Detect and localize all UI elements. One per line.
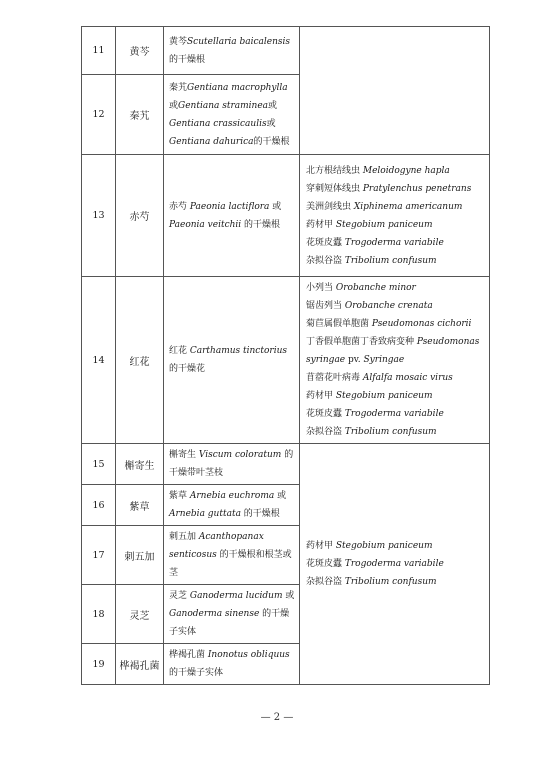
- text-run: 丁香假单胞菌丁香致病变种: [306, 337, 417, 347]
- latin-name: Orobanche minor: [335, 283, 416, 293]
- text-run: 或: [282, 591, 295, 601]
- pest-entry: [306, 162, 485, 180]
- pest-entry: [306, 180, 485, 198]
- pest-entry: [306, 573, 485, 591]
- text-run: 的干燥根: [253, 136, 290, 147]
- latin-name: Stegobium paniceum: [335, 391, 433, 401]
- page-number: — 2 —: [260, 712, 294, 723]
- herb-source-text: [164, 644, 299, 684]
- pest-entry: [306, 234, 485, 252]
- latin-name: Ganoderma lucidum: [189, 591, 283, 601]
- row-number: 16: [82, 485, 116, 526]
- text-run: 红花: [169, 346, 190, 356]
- pest-list-content: [300, 89, 489, 93]
- pest-list-content: [300, 277, 489, 443]
- table-row: [82, 155, 490, 277]
- latin-name: Paeonia lactiflora: [189, 201, 270, 212]
- text-run: 或: [266, 118, 276, 129]
- latin-name: Gentiana macrophylla: [187, 82, 288, 93]
- herb-name: 刺五加: [116, 526, 164, 585]
- latin-name: Trogoderma variabile: [344, 559, 444, 569]
- latin-name: Stegobium paniceum: [335, 219, 433, 230]
- herb-name: 桦褐孔菌: [116, 644, 164, 685]
- text-run: 刺五加: [169, 532, 199, 542]
- herb-source: [164, 277, 300, 444]
- text-run: 黄芩: [169, 36, 188, 47]
- herb-source-text: [164, 444, 299, 484]
- herb-name: 赤芍: [116, 155, 164, 277]
- pest-list-content: [300, 535, 489, 593]
- latin-name: Meloidogyne hapla: [362, 165, 450, 176]
- text-run: 的干燥花: [169, 364, 206, 374]
- latin-name: Trogoderma variabile: [344, 409, 444, 419]
- text-run: 花斑皮蠹: [306, 409, 345, 419]
- text-run: 或: [169, 100, 179, 111]
- latin-name: Pseudomonas cichorii: [371, 319, 472, 329]
- pest-list: [300, 155, 490, 277]
- latin-name: Tribolium confusum: [344, 255, 437, 266]
- row-number: 17: [82, 526, 116, 585]
- herb-source-text: [164, 196, 299, 236]
- pest-list-content: [300, 160, 489, 272]
- herb-source: [164, 644, 300, 685]
- text-run: 药材甲: [306, 219, 336, 230]
- herb-source: [164, 485, 300, 526]
- text-run: 或: [274, 491, 287, 501]
- herb-source: [164, 585, 300, 644]
- latin-name: Xiphinema americanum: [353, 201, 463, 212]
- latin-name: Paeonia veitchii: [169, 219, 242, 230]
- herb-name: 槲寄生: [116, 444, 164, 485]
- herb-source: [164, 155, 300, 277]
- row-number: 15: [82, 444, 116, 485]
- table-row: [82, 444, 490, 485]
- text-run: 锯齿列当: [306, 301, 345, 311]
- pest-entry: [306, 279, 485, 297]
- herb-source-text: [164, 526, 299, 584]
- pest-entry: [306, 315, 485, 333]
- text-run: 苜蓿花叶病毒: [306, 373, 363, 383]
- latin-name: Tribolium confusum: [344, 427, 437, 437]
- herb-name: 紫草: [116, 485, 164, 526]
- pest-entry: [306, 333, 485, 369]
- herb-source-text: [164, 77, 299, 153]
- latin-name: Alfalfa mosaic virus: [362, 373, 453, 383]
- text-run: 的干燥子实体: [169, 668, 224, 678]
- latin-name: Gentiana crassicaulis: [169, 118, 267, 129]
- pest-entry: [306, 369, 485, 387]
- latin-name: Pratylenchus penetrans: [362, 183, 472, 194]
- pest-list: [300, 444, 490, 685]
- pest-entry: [306, 198, 485, 216]
- latin-name: Orobanche crenata: [344, 301, 433, 311]
- herb-source-text: [164, 585, 299, 643]
- table-row: [82, 277, 490, 444]
- text-run: 花斑皮蠹: [306, 559, 345, 569]
- text-run: 的干燥根: [241, 219, 281, 230]
- pest-list: [300, 27, 490, 155]
- latin-name: Arnebia guttata: [169, 509, 241, 519]
- text-run: 灵芝: [169, 591, 190, 601]
- pest-entry: [306, 297, 485, 315]
- text-run: 药材甲: [306, 391, 336, 401]
- text-run: 桦褐孔菌: [169, 650, 208, 660]
- pest-table: [81, 26, 490, 685]
- pest-entry: [306, 555, 485, 573]
- herb-source: [164, 526, 300, 585]
- pest-entry: [306, 405, 485, 423]
- herb-name: 黄芩: [116, 27, 164, 75]
- pest-entry: [306, 252, 485, 270]
- latin-name: Gentiana dahurica: [169, 136, 254, 147]
- row-number: 12: [82, 75, 116, 155]
- text-run: 的干燥根: [169, 54, 206, 65]
- herb-source-text: [164, 31, 299, 71]
- latin-name: Arnebia euchroma: [189, 491, 275, 501]
- herb-source-text: [164, 340, 299, 380]
- text-run: 穿刺短体线虫: [306, 183, 363, 194]
- row-number: 11: [82, 27, 116, 75]
- row-number: 14: [82, 277, 116, 444]
- latin-name: Carthamus tinctorius: [189, 346, 287, 356]
- text-run: 小列当: [306, 283, 336, 293]
- text-run: 杂拟谷盗: [306, 577, 345, 587]
- text-run: 或: [268, 100, 278, 111]
- latin-name: Gentiana straminea: [178, 100, 269, 111]
- herb-source: [164, 444, 300, 485]
- latin-name: Stegobium paniceum: [335, 541, 433, 551]
- pest-list: [300, 277, 490, 444]
- latin-name: Inonotus obliquus: [207, 650, 290, 660]
- herb-source-text: [164, 485, 299, 525]
- latin-name: Acanthopanax senticosus: [169, 532, 264, 560]
- row-number: 18: [82, 585, 116, 644]
- row-number: 13: [82, 155, 116, 277]
- table-row: [82, 27, 490, 75]
- pest-entry: [306, 387, 485, 405]
- latin-name: Trogoderma variabile: [344, 237, 444, 248]
- text-run: 的干燥根: [240, 509, 280, 519]
- herb-name: 灵芝: [116, 585, 164, 644]
- text-run: 的干燥子实体: [169, 609, 290, 637]
- text-run: 的干燥根和根茎或茎: [169, 550, 292, 578]
- herb-name: 秦艽: [116, 75, 164, 155]
- text-run: 紫草: [169, 491, 190, 501]
- text-run: 北方根结线虫: [306, 165, 363, 176]
- text-run: 或: [269, 201, 282, 212]
- text-run: 杂拟谷盗: [306, 427, 345, 437]
- table-body: [82, 27, 490, 685]
- herb-name: 红花: [116, 277, 164, 444]
- herb-source: [164, 75, 300, 155]
- text-run: 赤芍: [169, 201, 190, 212]
- text-run: 秦艽: [169, 82, 188, 93]
- pest-entry: [306, 216, 485, 234]
- text-run: 花斑皮蠹: [306, 237, 345, 248]
- latin-name: Ganoderma sinense: [169, 609, 260, 619]
- latin-name: Viscum coloratum: [198, 450, 282, 460]
- latin-name: Scutellaria baicalensis: [187, 36, 291, 47]
- text-run: 药材甲: [306, 541, 336, 551]
- row-number: 19: [82, 644, 116, 685]
- pest-entry: [306, 537, 485, 555]
- latin-name: Syringae: [363, 355, 405, 365]
- text-run: 槲寄生: [169, 450, 199, 460]
- text-run: pv.: [345, 355, 364, 365]
- text-run: 菊苣属假单胞菌: [306, 319, 372, 329]
- latin-name: Tribolium confusum: [344, 577, 437, 587]
- latin-name: Pseudomonas syringae: [306, 337, 480, 365]
- text-run: 美洲剑线虫: [306, 201, 354, 212]
- pest-entry: [306, 423, 485, 441]
- herb-source: [164, 27, 300, 75]
- text-run: 的干燥带叶茎枝: [169, 450, 294, 478]
- text-run: 杂拟谷盗: [306, 255, 345, 266]
